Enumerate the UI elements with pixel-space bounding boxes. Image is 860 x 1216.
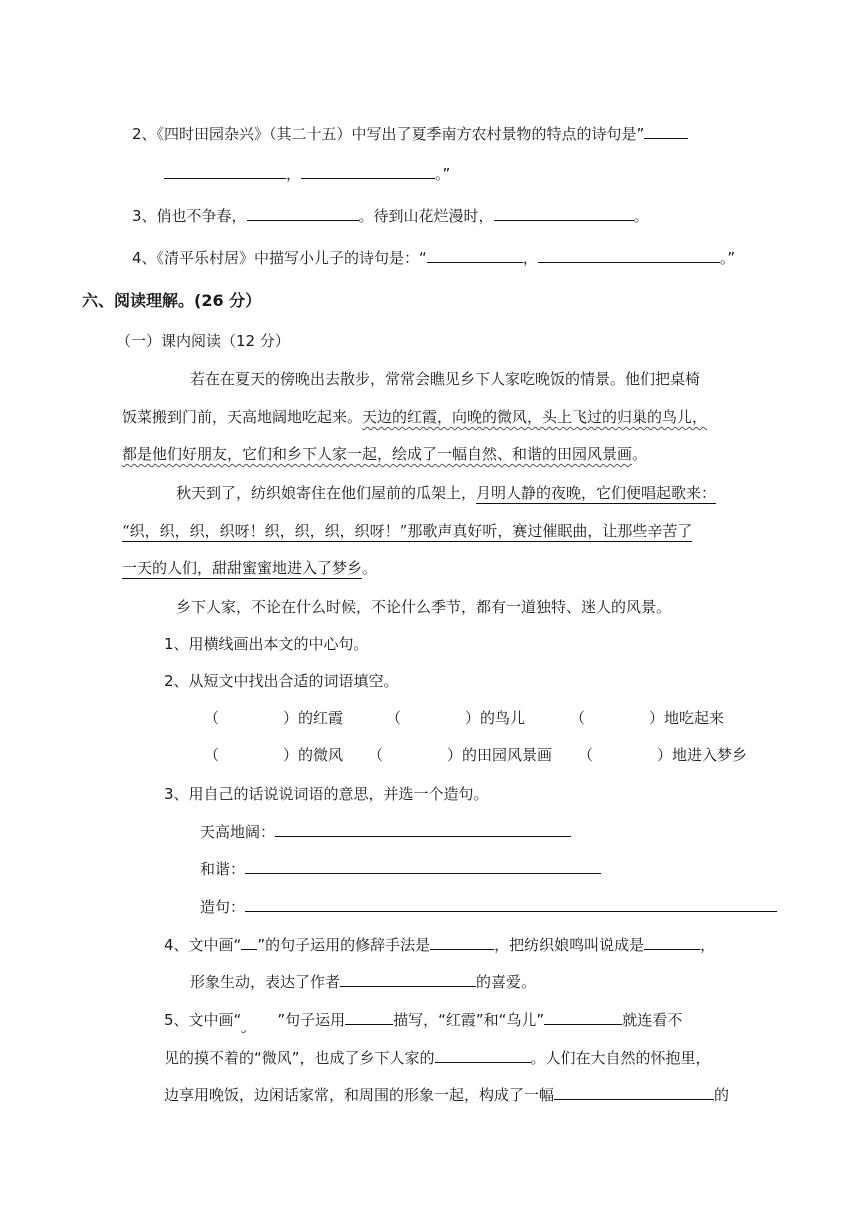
- q2-row-1-item-3: [570, 708, 724, 728]
- item-2-end: 。”: [435, 165, 451, 183]
- q3-line-a: [200, 822, 571, 842]
- item-2-text: 2、《四时田园杂兴》（其二十五）中写出了夏季南方农村景物的特点的诗句是”: [132, 125, 645, 143]
- question-3: 3、用自己的话说说词语的意思，并选一个造句。: [164, 785, 489, 803]
- close-paren: ）: [447, 746, 463, 764]
- item-3-blank-1[interactable]: [247, 206, 359, 221]
- item-3-mid: 。待到山花烂漫时，: [358, 207, 494, 225]
- q3-line-c: [200, 897, 777, 917]
- question-5-line2: [164, 1048, 711, 1068]
- open-paren: （: [368, 746, 384, 764]
- passage-p1-line1: 若在在夏天的傍晚出去散步，常常会瞧见乡下人家吃晚饭的情景。他们把桌椅: [190, 370, 701, 388]
- q5-text: 见的摸不着的“微风”，也成了乡下人家的: [164, 1049, 435, 1067]
- q3-label-b: 和谐：: [200, 860, 246, 878]
- q5-blank-3[interactable]: [435, 1048, 531, 1063]
- q3-answer-line-a[interactable]: [275, 822, 571, 837]
- close-paren: ）: [465, 709, 481, 727]
- q3-label-c: 造句：: [200, 898, 246, 916]
- q2-label: 的微风: [298, 746, 344, 764]
- passage-text: 秋天到了，纺织娘寄住在他们屋前的瓜架上，: [176, 484, 477, 502]
- item-4-end: 。”: [719, 249, 736, 267]
- passage-p3: 乡下人家，不论在什么时候，不论什么季节，都有一道独特、迷人的风景。: [176, 598, 672, 616]
- q5-wavy-sample: [241, 1010, 277, 1030]
- item-2-line1: [132, 124, 688, 144]
- q4-text: 的喜爱。: [476, 973, 537, 991]
- q4-mark-sample: [241, 935, 257, 950]
- q2-label: 地进入梦乡: [672, 746, 748, 764]
- q5-text: 边享用晚饭，边闲话家常，和周围的形象一起，构成了一幅: [164, 1086, 555, 1104]
- close-paren: ）: [649, 709, 665, 727]
- item-2-blank-1[interactable]: [644, 124, 688, 139]
- question-1: 1、用横线画出本文的中心句。: [164, 635, 369, 653]
- question-4-line1: [164, 935, 715, 955]
- q4-text: 4、文中画“: [164, 936, 242, 954]
- wavy-underlined-sentence-cont: 都是他们好朋友，它们和乡下人家一起，绘成了一幅自然、和谐的田园风景画: [122, 445, 633, 463]
- q2-label: 地吃起来: [664, 709, 725, 727]
- q5-blank-1[interactable]: [345, 1010, 393, 1025]
- item-3-blank-2[interactable]: [494, 206, 634, 221]
- q5-text: 描写，“红霞”和“乌儿”: [393, 1011, 545, 1029]
- item-4-blank-1[interactable]: [427, 248, 523, 263]
- q5-text: 。人们在大自然的怀抱里，: [530, 1049, 711, 1067]
- wavy-underlined-sentence: 天边的红霞，向晚的微风，头上飞过的归巢的鸟儿，: [362, 408, 708, 426]
- passage-p1-line2: [122, 407, 707, 427]
- underlined-sentence-end: 一天的人们，甜甜蜜蜜地进入了梦乡: [122, 559, 363, 577]
- close-paren: ）: [283, 709, 299, 727]
- q2-row-1-item-1: [204, 708, 343, 728]
- q4-blank-2[interactable]: [644, 935, 700, 950]
- q3-line-b: [200, 859, 601, 879]
- close-paren: ）: [283, 746, 299, 764]
- passage-p1-line3: [122, 444, 647, 464]
- question-4-line2: [190, 972, 536, 992]
- q4-text: 形象生动，表达了作者: [190, 973, 341, 991]
- q5-text: 的: [714, 1086, 730, 1104]
- open-paren: （: [204, 746, 220, 764]
- passage-p2-line3: [122, 558, 377, 578]
- q4-blank-1[interactable]: [430, 935, 494, 950]
- passage-p2-line2: [122, 521, 692, 541]
- passage-text: 。: [362, 559, 378, 577]
- item-3-end: 。: [633, 207, 649, 225]
- item-2-line2: [164, 164, 450, 184]
- item-2-comma: ，: [286, 165, 302, 183]
- q2-row-2-item-2: [368, 745, 552, 765]
- item-4: [132, 248, 735, 268]
- open-paren: （: [578, 746, 594, 764]
- item-2-blank-2[interactable]: [164, 164, 286, 179]
- q3-answer-line-b[interactable]: [245, 859, 601, 874]
- q5-blank-2[interactable]: [544, 1010, 622, 1025]
- open-paren: （: [204, 709, 220, 727]
- q5-blank-4[interactable]: [554, 1085, 714, 1100]
- open-paren: （: [386, 709, 402, 727]
- item-3-prefix: 3、俏也不争春，: [132, 207, 247, 225]
- q2-row-2-item-1: [204, 745, 343, 765]
- underlined-sentence-cont: “织，织，织，织呀！织，织，织，织呀！”那歌声真好听，赛过催眠曲，让那些辛苦了: [122, 522, 693, 540]
- item-3: [132, 206, 649, 226]
- item-4-comma: ，: [522, 249, 538, 267]
- q5-text: ”句子运用: [277, 1011, 346, 1029]
- q3-answer-line-c[interactable]: [245, 897, 777, 912]
- q2-label: 的鸟儿: [480, 709, 526, 727]
- q3-label-a: 天高地阔：: [200, 823, 276, 841]
- passage-text: 。: [632, 445, 648, 463]
- underlined-sentence: 月明人静的夜晚，它们便唱起歌来：: [476, 484, 717, 502]
- q4-text: ”的句子运用的修辞手法是: [257, 936, 431, 954]
- q4-blank-3[interactable]: [340, 972, 476, 987]
- passage-p2-line1: [176, 483, 716, 503]
- item-4-blank-2[interactable]: [538, 248, 720, 263]
- q4-text: ，把纺织娘鸣叫说成是: [494, 936, 645, 954]
- q5-text: 5、文中画“: [164, 1011, 242, 1029]
- q2-row-2-item-3: [578, 745, 747, 765]
- q2-row-1-item-2: [386, 708, 525, 728]
- section-6-title: 六、阅读理解。(26 分）: [82, 291, 262, 310]
- item-2-blank-3[interactable]: [301, 164, 435, 179]
- question-5-line1: [164, 1010, 682, 1030]
- q5-text: 就连看不: [622, 1011, 683, 1029]
- close-paren: ）: [657, 746, 673, 764]
- q2-label: 的田园风景画: [462, 746, 553, 764]
- open-paren: （: [570, 709, 586, 727]
- subsection-1-title: （一）课内阅读（12 分）: [116, 332, 290, 350]
- question-2: 2、从短文中找出合适的词语填空。: [164, 672, 399, 690]
- question-5-line3: [164, 1085, 729, 1105]
- q2-label: 的红霞: [298, 709, 344, 727]
- passage-text: 饭菜搬到门前，天高地阔地吃起来。: [122, 408, 363, 426]
- q4-text: ，: [700, 936, 716, 954]
- item-4-prefix: 4、《清平乐村居》中描写小儿子的诗句是：“: [132, 249, 427, 267]
